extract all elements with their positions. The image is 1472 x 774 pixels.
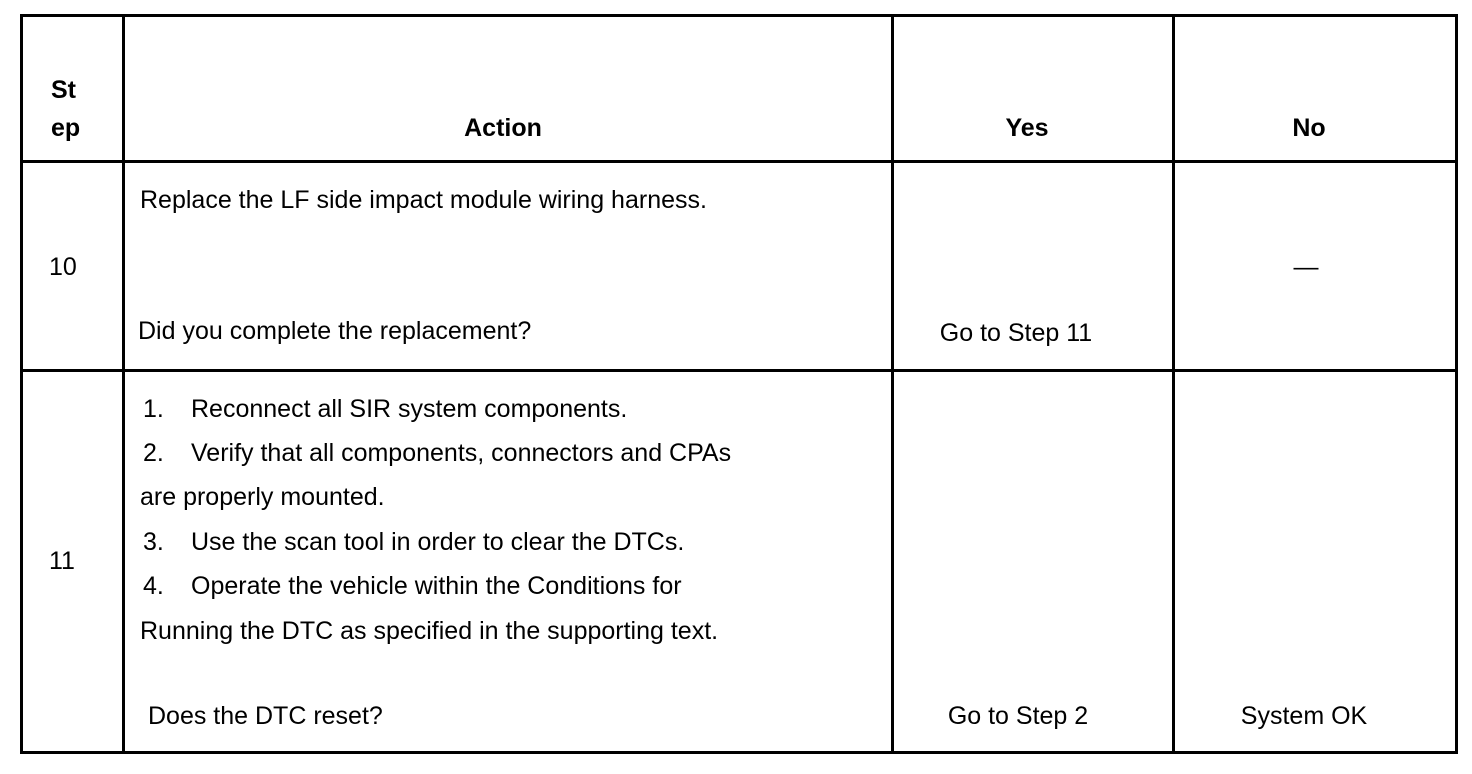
row-11-question: Does the DTC reset? <box>148 702 383 730</box>
col-divider-action-yes <box>891 14 894 754</box>
list-item-2 <box>143 438 731 468</box>
col-divider-yes-no <box>1172 14 1175 754</box>
table-border-left <box>20 14 23 754</box>
row-11-no: System OK <box>1240 702 1368 730</box>
list-item-2-number: 2. <box>143 439 164 467</box>
list-item-3 <box>143 527 684 557</box>
list-item-1-number: 1. <box>143 395 164 423</box>
header-divider <box>20 160 1458 163</box>
list-item-4 <box>143 571 682 601</box>
list-item-2-continuation: are properly mounted. <box>140 483 385 511</box>
row-10-question: Did you complete the replacement? <box>138 317 532 345</box>
header-step <box>51 75 80 143</box>
header-no: No <box>1292 114 1326 142</box>
table-border-bottom <box>20 751 1458 754</box>
list-item-1-text: Reconnect all SIR system components. <box>191 395 628 423</box>
col-divider-step-action <box>122 14 125 754</box>
list-item-1 <box>143 394 627 424</box>
row-divider <box>20 369 1458 372</box>
row-11-yes: Go to Step 2 <box>947 702 1089 730</box>
list-item-4-text: Operate the vehicle within the Conditions for <box>191 572 682 600</box>
list-item-4-number: 4. <box>143 572 164 600</box>
list-item-3-number: 3. <box>143 528 164 556</box>
list-item-2-text: Verify that all components, connectors and CPAs <box>191 439 732 467</box>
row-11-step: 11 <box>49 547 75 575</box>
row-10-step: 10 <box>49 253 77 281</box>
header-yes: Yes <box>1005 114 1049 142</box>
header-action: Action <box>464 114 542 142</box>
table-border-right <box>1455 14 1458 754</box>
header-step-line2: ep <box>51 114 81 142</box>
row-10-action: Replace the LF side impact module wiring harness. <box>140 186 707 214</box>
list-item-3-text: Use the scan tool in order to clear the DTCs. <box>191 528 685 556</box>
table-border-top <box>20 14 1458 17</box>
header-step-line1: St <box>51 76 76 104</box>
list-item-4-continuation: Running the DTC as specified in the supporting text. <box>140 617 719 645</box>
row-10-yes: Go to Step 11 <box>939 319 1093 347</box>
row-10-no: — <box>1293 253 1319 281</box>
